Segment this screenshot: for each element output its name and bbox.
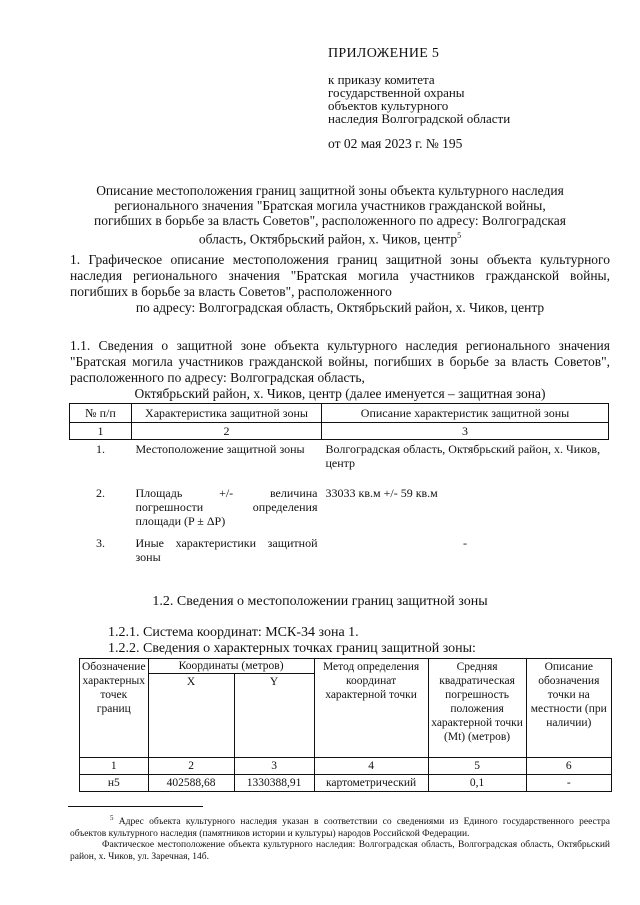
header-designation: Обозначение характерных точек границ: [80, 659, 149, 758]
section-1: [70, 252, 610, 316]
header-coordinates: Координаты (метров): [148, 659, 314, 674]
appendix-title: ПРИЛОЖЕНИЕ 5: [328, 46, 440, 61]
header-error: Средняя квадратическая погрешность положения характерной точки (Mt) (метров): [428, 659, 526, 758]
reference-line: государственной охраны: [328, 85, 465, 100]
header-description: Описание обозначения точки на местности (при наличии): [526, 659, 611, 758]
title-line: [60, 228, 600, 247]
header-x: X: [148, 674, 234, 758]
header-method: Метод определения координат характерной точки: [314, 659, 428, 758]
table-header-row: [80, 659, 612, 674]
title-line-text: область, Октябрьский район, х. Чиков, центр: [198, 231, 458, 247]
column-number: 3: [322, 423, 609, 440]
row-number: 1.: [96, 442, 105, 456]
table-row: [70, 484, 609, 534]
column-number: 2: [148, 758, 234, 775]
row-name: Площадь +/- величина погрешности определения площади (P ± ΔP): [135, 485, 318, 528]
section-1-2-2: 1.2.2. Сведения о характерных точках границ защитной зоны:: [108, 641, 476, 656]
document-title: [60, 183, 600, 247]
title-line: Описание местоположения границ защитной зоны объекта культурного наследия: [96, 183, 564, 198]
footnote-divider: [68, 806, 203, 807]
table-number-row: [80, 758, 612, 775]
point-description: -: [526, 775, 611, 792]
point-id: н5: [80, 775, 149, 792]
protection-zone-table: [69, 403, 609, 566]
header-cell: № п/п: [70, 404, 132, 423]
footnote-text-2: Фактическое местоположение объекта культурного наследия: Волгоградская область, Волгоградская область, Октябрьский район, х. Чиков, ул. Заречная, 14б.: [70, 840, 610, 862]
title-line: регионального значения "Братская могила участников гражданской войны,: [114, 198, 546, 213]
footnote-number: 5: [110, 814, 114, 822]
reference-line: к приказу комитета: [328, 72, 435, 87]
header-cell: Характеристика защитной зоны: [132, 404, 322, 423]
section-1-address: по адресу: Волгоградская область, Октябрьский район, х. Чиков, центр: [135, 300, 545, 315]
order-date: от 02 мая 2023 г. № 195: [328, 136, 463, 151]
appendix-reference: [328, 73, 588, 125]
row-number: 3.: [96, 535, 105, 550]
section-1-2-heading: 1.2. Сведения о местоположении границ защитной зоны: [152, 594, 488, 609]
header-y: Y: [234, 674, 314, 758]
table-row: [70, 440, 609, 484]
column-number: 4: [314, 758, 428, 775]
row-name: Местоположение защитной зоны: [135, 442, 305, 456]
title-line: погибших в борьбе за власть Советов", расположенного по адресу: Волгоградская: [94, 213, 566, 228]
boundary-points-table: [79, 658, 612, 792]
reference-line: объектов культурного: [328, 98, 449, 113]
column-number: 3: [234, 758, 314, 775]
section-1-1: [70, 338, 610, 402]
column-number: 5: [428, 758, 526, 775]
section-1-1-text: 1.1. Сведения о защитной зоне объекта культурного наследия регионального значения "Братская могила участников гражданской войны, погибших в борьбе за власть Советов", расположенного по адресу: Волгоградская область,: [70, 338, 610, 385]
row-value: 33033 кв.м +/- 59 кв.м: [325, 485, 438, 500]
point-error: 0,1: [428, 775, 526, 792]
column-number: 2: [132, 423, 322, 440]
footnote: [70, 812, 610, 840]
row-number: 2.: [96, 485, 105, 500]
column-number: 1: [70, 423, 132, 440]
point-method: картометрический: [314, 775, 428, 792]
row-value: -: [463, 535, 467, 550]
table-row: [70, 534, 609, 566]
section-1-1-address: Октябрьский район, х. Чиков, центр (далее именуется – защитная зона): [134, 386, 546, 401]
section-1-text: 1. Графическое описание местоположения границ защитной зоны объекта культурного наследия регионального значения "Братская могила участников гражданской войны, погибших в борьбе за власть Советов", расположенного: [70, 252, 610, 299]
footnote-mark: 5: [457, 231, 462, 240]
table-row: [80, 775, 612, 792]
table-number-row: [70, 423, 609, 440]
column-number: 6: [526, 758, 611, 775]
reference-line: наследия Волгоградской области: [328, 111, 511, 126]
table-header-row: [70, 404, 609, 423]
header-cell: Описание характеристик защитной зоны: [322, 404, 609, 423]
footnote-text: Адрес объекта культурного наследия указан в соответствии со сведениями из Единого государственного реестра объектов культурного наследия (памятников истории и культуры) народов Российской Федерации.: [70, 817, 610, 840]
row-value: Волгоградская область, Октябрьский район, х. Чиков, центр: [325, 442, 601, 470]
point-y: 1330388,91: [234, 775, 314, 792]
column-number: 1: [80, 758, 149, 775]
row-name: Иные характеристики защитной зоны: [135, 535, 318, 564]
point-x: 402588,68: [148, 775, 234, 792]
section-1-2-1: 1.2.1. Система координат: МСК-34 зона 1.: [108, 625, 359, 640]
footnote-actual-location: [70, 839, 610, 863]
